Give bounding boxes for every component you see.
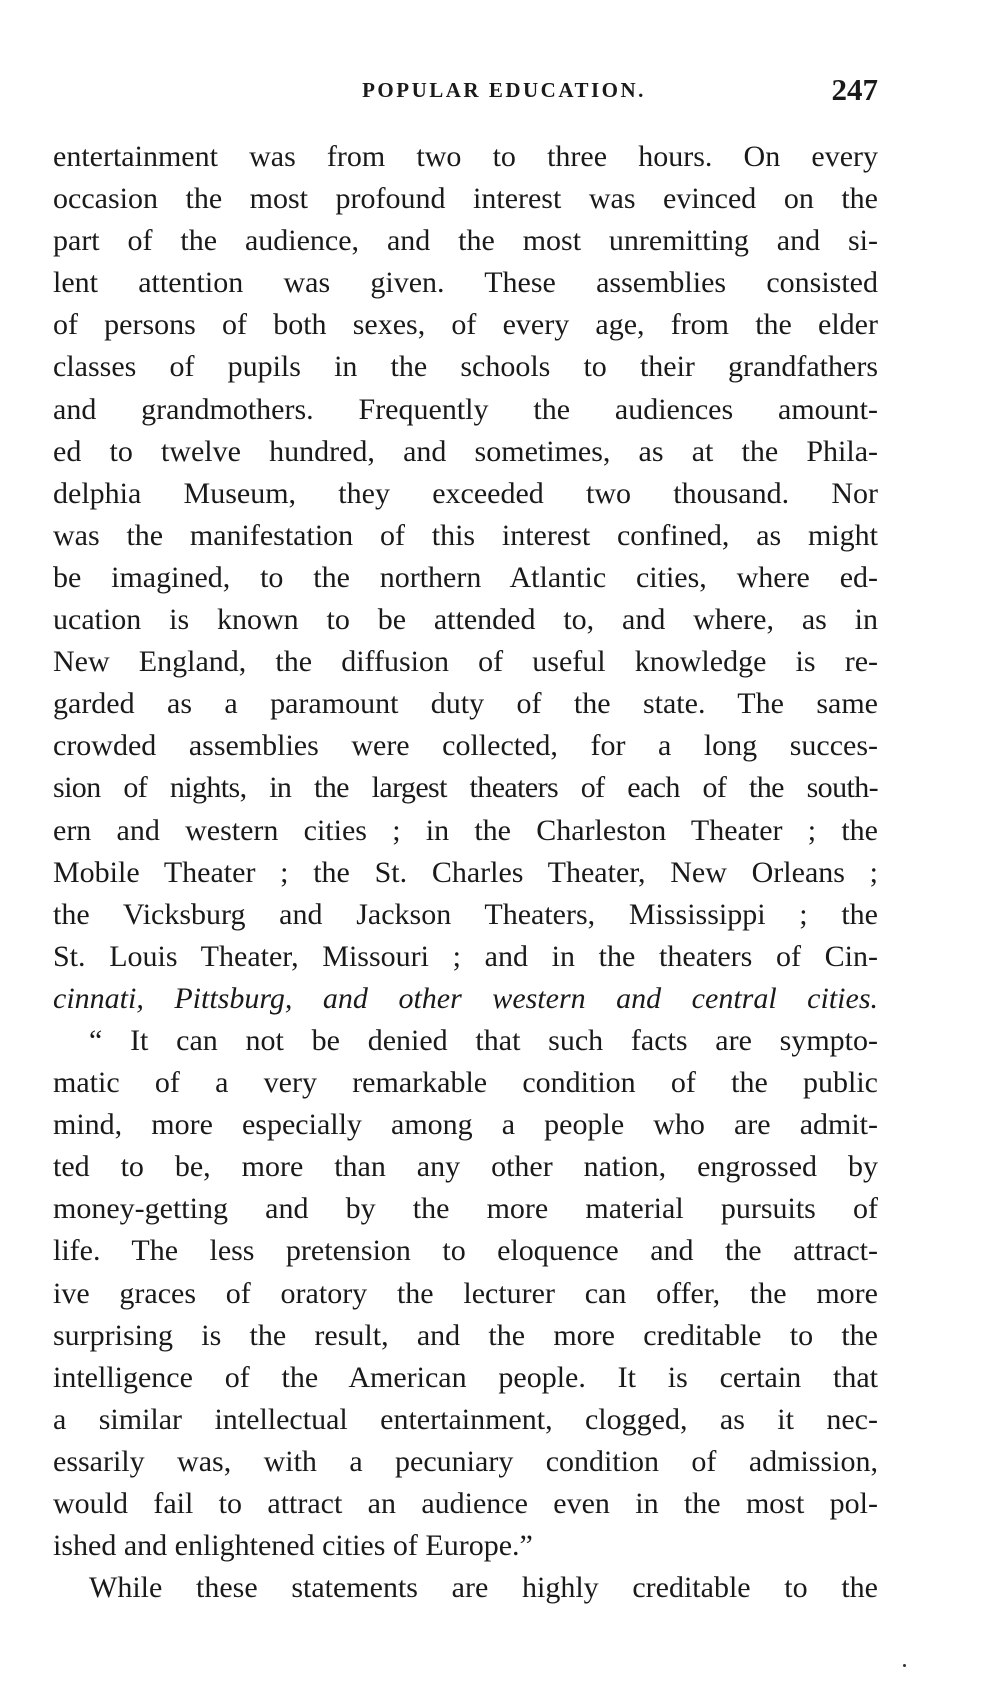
text-line: was the manifestation of this interest confined, as might (53, 518, 878, 552)
text-line: a similar intellectual entertainment, clogged, as it nec- (53, 1402, 878, 1436)
print-speck (903, 1664, 906, 1667)
text-line: cinnati, Pittsburg, and other western and central cities. (53, 981, 878, 1015)
text-line: ive graces of oratory the lecturer can offer, the more (53, 1276, 878, 1310)
text-line: garded as a paramount duty of the state. The same (53, 687, 878, 721)
text-line: be imagined, to the northern Atlantic cities, where ed- (53, 560, 878, 594)
text-line: lent attention was given. These assemblies consisted (53, 266, 878, 300)
text-line: mind, more especially among a people who are admit- (53, 1108, 878, 1142)
text-line: Mobile Theater ; the St. Charles Theater, New Orleans ; (53, 855, 878, 889)
text-line: life. The less pretension to eloquence and the attract- (53, 1234, 878, 1268)
text-line: delphia Museum, they exceeded two thousand. Nor (53, 476, 878, 510)
text-line: surprising is the result, and the more creditable to the (53, 1318, 878, 1352)
text-line: matic of a very remarkable condition of the public (53, 1066, 878, 1100)
text-line: part of the audience, and the most unremitting and si- (53, 224, 878, 258)
text-line: classes of pupils in the schools to their grandfathers (53, 350, 878, 384)
text-line: occasion the most profound interest was evinced on the (53, 182, 878, 216)
body-text (53, 136, 878, 1609)
text-line: crowded assemblies were collected, for a long succes- (53, 729, 878, 763)
text-line: of persons of both sexes, of every age, from the elder (53, 308, 878, 342)
text-line: New England, the diffusion of useful knowledge is re- (53, 645, 878, 679)
text-line: and grandmothers. Frequently the audiences amount- (53, 392, 878, 426)
text-line: “ It can not be denied that such facts are sympto- (89, 1023, 878, 1057)
text-line: ed to twelve hundred, and sometimes, as at the Phila- (53, 434, 878, 468)
text-line: entertainment was from two to three hours. On every (53, 140, 878, 173)
text-line: ucation is known to be attended to, and where, as in (53, 603, 878, 637)
text-line: ted to be, more than any other nation, engrossed by (53, 1150, 878, 1184)
text-line: the Vicksburg and Jackson Theaters, Mississippi ; the (53, 897, 878, 931)
text-line: sion of nights, in the largest theaters of each of the south- (53, 771, 878, 805)
text-line: essarily was, with a pecuniary condition of admission, (53, 1444, 878, 1478)
text-line: intelligence of the American people. It is certain that (53, 1360, 878, 1394)
running-title: POPULAR EDUCATION. (362, 78, 646, 102)
text-line: money-getting and by the more material pursuits of (53, 1192, 878, 1226)
text-line: While these statements are highly creditable to the (89, 1571, 878, 1605)
text-line: would fail to attract an audience even in the most pol- (53, 1487, 878, 1520)
text-line: St. Louis Theater, Missouri ; and in the theaters of Cin- (53, 939, 878, 973)
text-line: ern and western cities ; in the Charleston Theater ; the (53, 813, 878, 847)
text-line: ished and enlightened cities of Europe.” (53, 1529, 533, 1563)
page-number: 247 (831, 72, 878, 107)
